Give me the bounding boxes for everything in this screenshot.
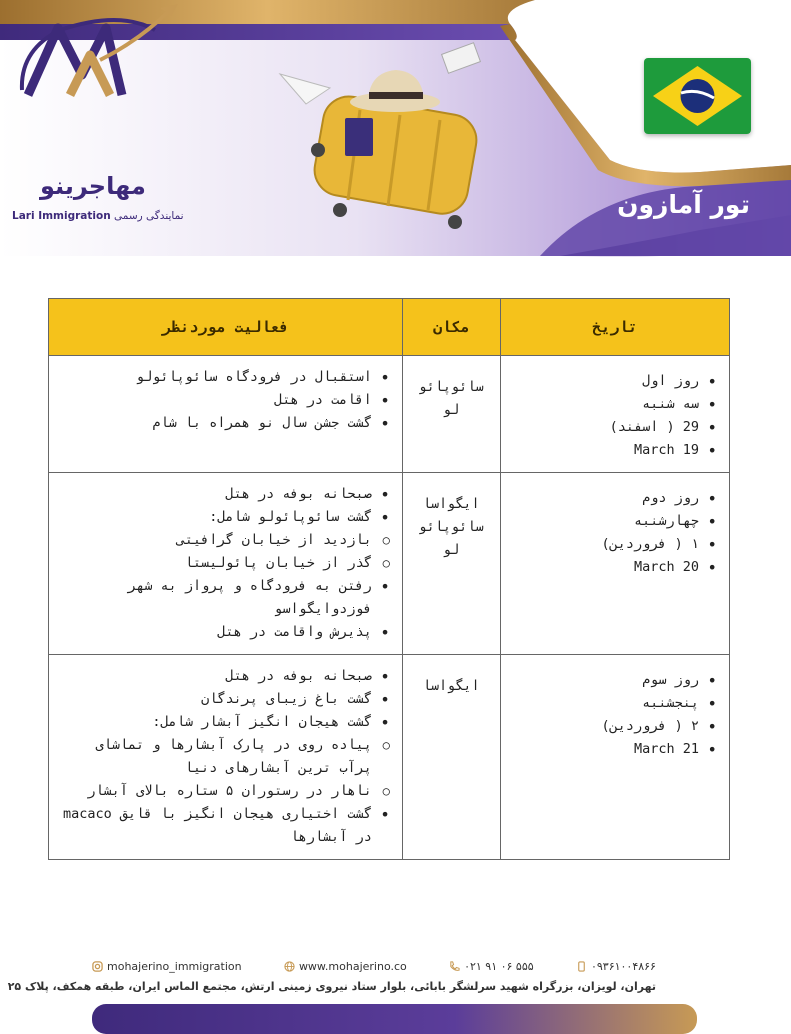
header-banner	[0, 0, 791, 260]
date-item: • چهارشنبه	[509, 510, 699, 533]
activity-item: • رفتن به فرودگاه و پرواز به شهر فوزدوایگواسو	[57, 575, 372, 621]
activity-item: • گشت جشن سال نو همراه با شام	[57, 412, 372, 435]
mobile-icon	[576, 961, 587, 972]
activity-subitem: ○ پیاده روی در پارک آبشارها و تماشای پرآب ترین آبشارهای دنیا	[57, 734, 372, 780]
date-item: • 21 March	[509, 738, 699, 761]
brand-subtitle-fa: نمایندگی رسمی	[114, 210, 184, 222]
phone-number: ۰۲۱ ۹۱ ۰۶ ۵۵۵	[464, 960, 534, 973]
activity-cell	[49, 356, 403, 473]
mobile-number: ۰۹۳۶۱۰۰۴۸۶۶	[590, 960, 656, 973]
place-cell	[402, 473, 500, 655]
date-item: • روز اول	[509, 370, 699, 393]
footer-website[interactable]	[284, 960, 407, 973]
date-cell	[500, 473, 729, 655]
activity-item: • اقامت در هتل	[57, 389, 372, 412]
activity-item: • گشت باغ زیبای پرندگان	[57, 688, 372, 711]
activity-item: • گشت اختیاری هیجان انگیز با قایق macaco در آبشارها	[57, 803, 372, 849]
date-item: • پنجشنبه	[509, 692, 699, 715]
place-name: سائوپائو لو	[418, 379, 484, 418]
activity-subitem: ○ گذر از خیابان پائولیستا	[57, 552, 372, 575]
date-item: • ۱ ( فروردین)	[509, 533, 699, 556]
footer-instagram[interactable]	[92, 960, 242, 973]
footer-bar	[92, 1004, 697, 1034]
activity-item: • پذیرش واقامت در هتل	[57, 621, 372, 644]
activity-list	[57, 665, 394, 849]
table-row	[49, 655, 730, 860]
place-cell	[402, 655, 500, 860]
globe-icon	[284, 961, 295, 972]
activity-subitem: ○ بازدید از خیابان گرافیتی	[57, 529, 372, 552]
date-item: • 29 ( اسفند)	[509, 416, 699, 439]
brazil-flag-icon	[644, 58, 751, 134]
date-item: • 19 March	[509, 439, 699, 462]
website-url: www.mohajerino.co	[298, 960, 407, 973]
itinerary-table	[48, 298, 730, 860]
footer-phone[interactable]	[449, 960, 534, 973]
table-header-row	[49, 299, 730, 356]
date-item: • 20 March	[509, 556, 699, 579]
phone-icon	[449, 961, 460, 972]
date-cell	[500, 655, 729, 860]
date-list	[509, 483, 721, 579]
date-item: • سه شنبه	[509, 393, 699, 416]
activity-item: • گشت سائوپائولو شامل:	[57, 506, 372, 529]
brand-subtitle-en: Lari Immigration	[12, 210, 111, 222]
table-row	[49, 356, 730, 473]
activity-item: • گشت هیجان انگیز آبشار شامل:	[57, 711, 372, 734]
activity-item: • صبحانه بوفه در هتل	[57, 483, 372, 506]
activity-item: • صبحانه بوفه در هتل	[57, 665, 372, 688]
header-place: مکان	[402, 299, 500, 356]
activity-list	[57, 483, 394, 644]
date-list	[509, 665, 721, 761]
date-item: • ۲ ( فروردین)	[509, 715, 699, 738]
tour-title: تور آمازون	[617, 190, 750, 219]
date-item: • روز دوم	[509, 487, 699, 510]
place-cell	[402, 356, 500, 473]
brand-subtitle	[12, 210, 184, 222]
activity-list	[57, 366, 394, 435]
footer-address: تهران، لویزان، بزرگراه شهید سرلشگر بابائی، بلوار ستاد نیروی زمینی ارتش، مجتمع الماس ایران، طبقه همکف، پلاک ۲۵	[7, 980, 656, 993]
date-list	[509, 366, 721, 462]
instagram-handle: mohajerino_immigration	[107, 960, 242, 973]
place-name: ایگواسا سائوپائو لو	[418, 496, 484, 558]
logo	[0, 0, 200, 170]
header-date: تاریخ	[500, 299, 729, 356]
footer-contacts	[92, 960, 656, 973]
date-item: • روز سوم	[509, 669, 699, 692]
table-row	[49, 473, 730, 655]
activity-cell	[49, 473, 403, 655]
instagram-icon	[92, 961, 103, 972]
activity-subitem: ○ ناهار در رستوران ۵ ستاره بالای آبشار	[57, 780, 372, 803]
activity-item: • استقبال در فرودگاه سائوپائولو	[57, 366, 372, 389]
activity-cell	[49, 655, 403, 860]
place-name: ایگواسا	[422, 678, 480, 694]
brand-name: مهاجرینو	[40, 172, 146, 200]
date-cell	[500, 356, 729, 473]
header-activity: فعالیت موردنظر	[49, 299, 403, 356]
footer-mobile[interactable]	[576, 960, 656, 973]
